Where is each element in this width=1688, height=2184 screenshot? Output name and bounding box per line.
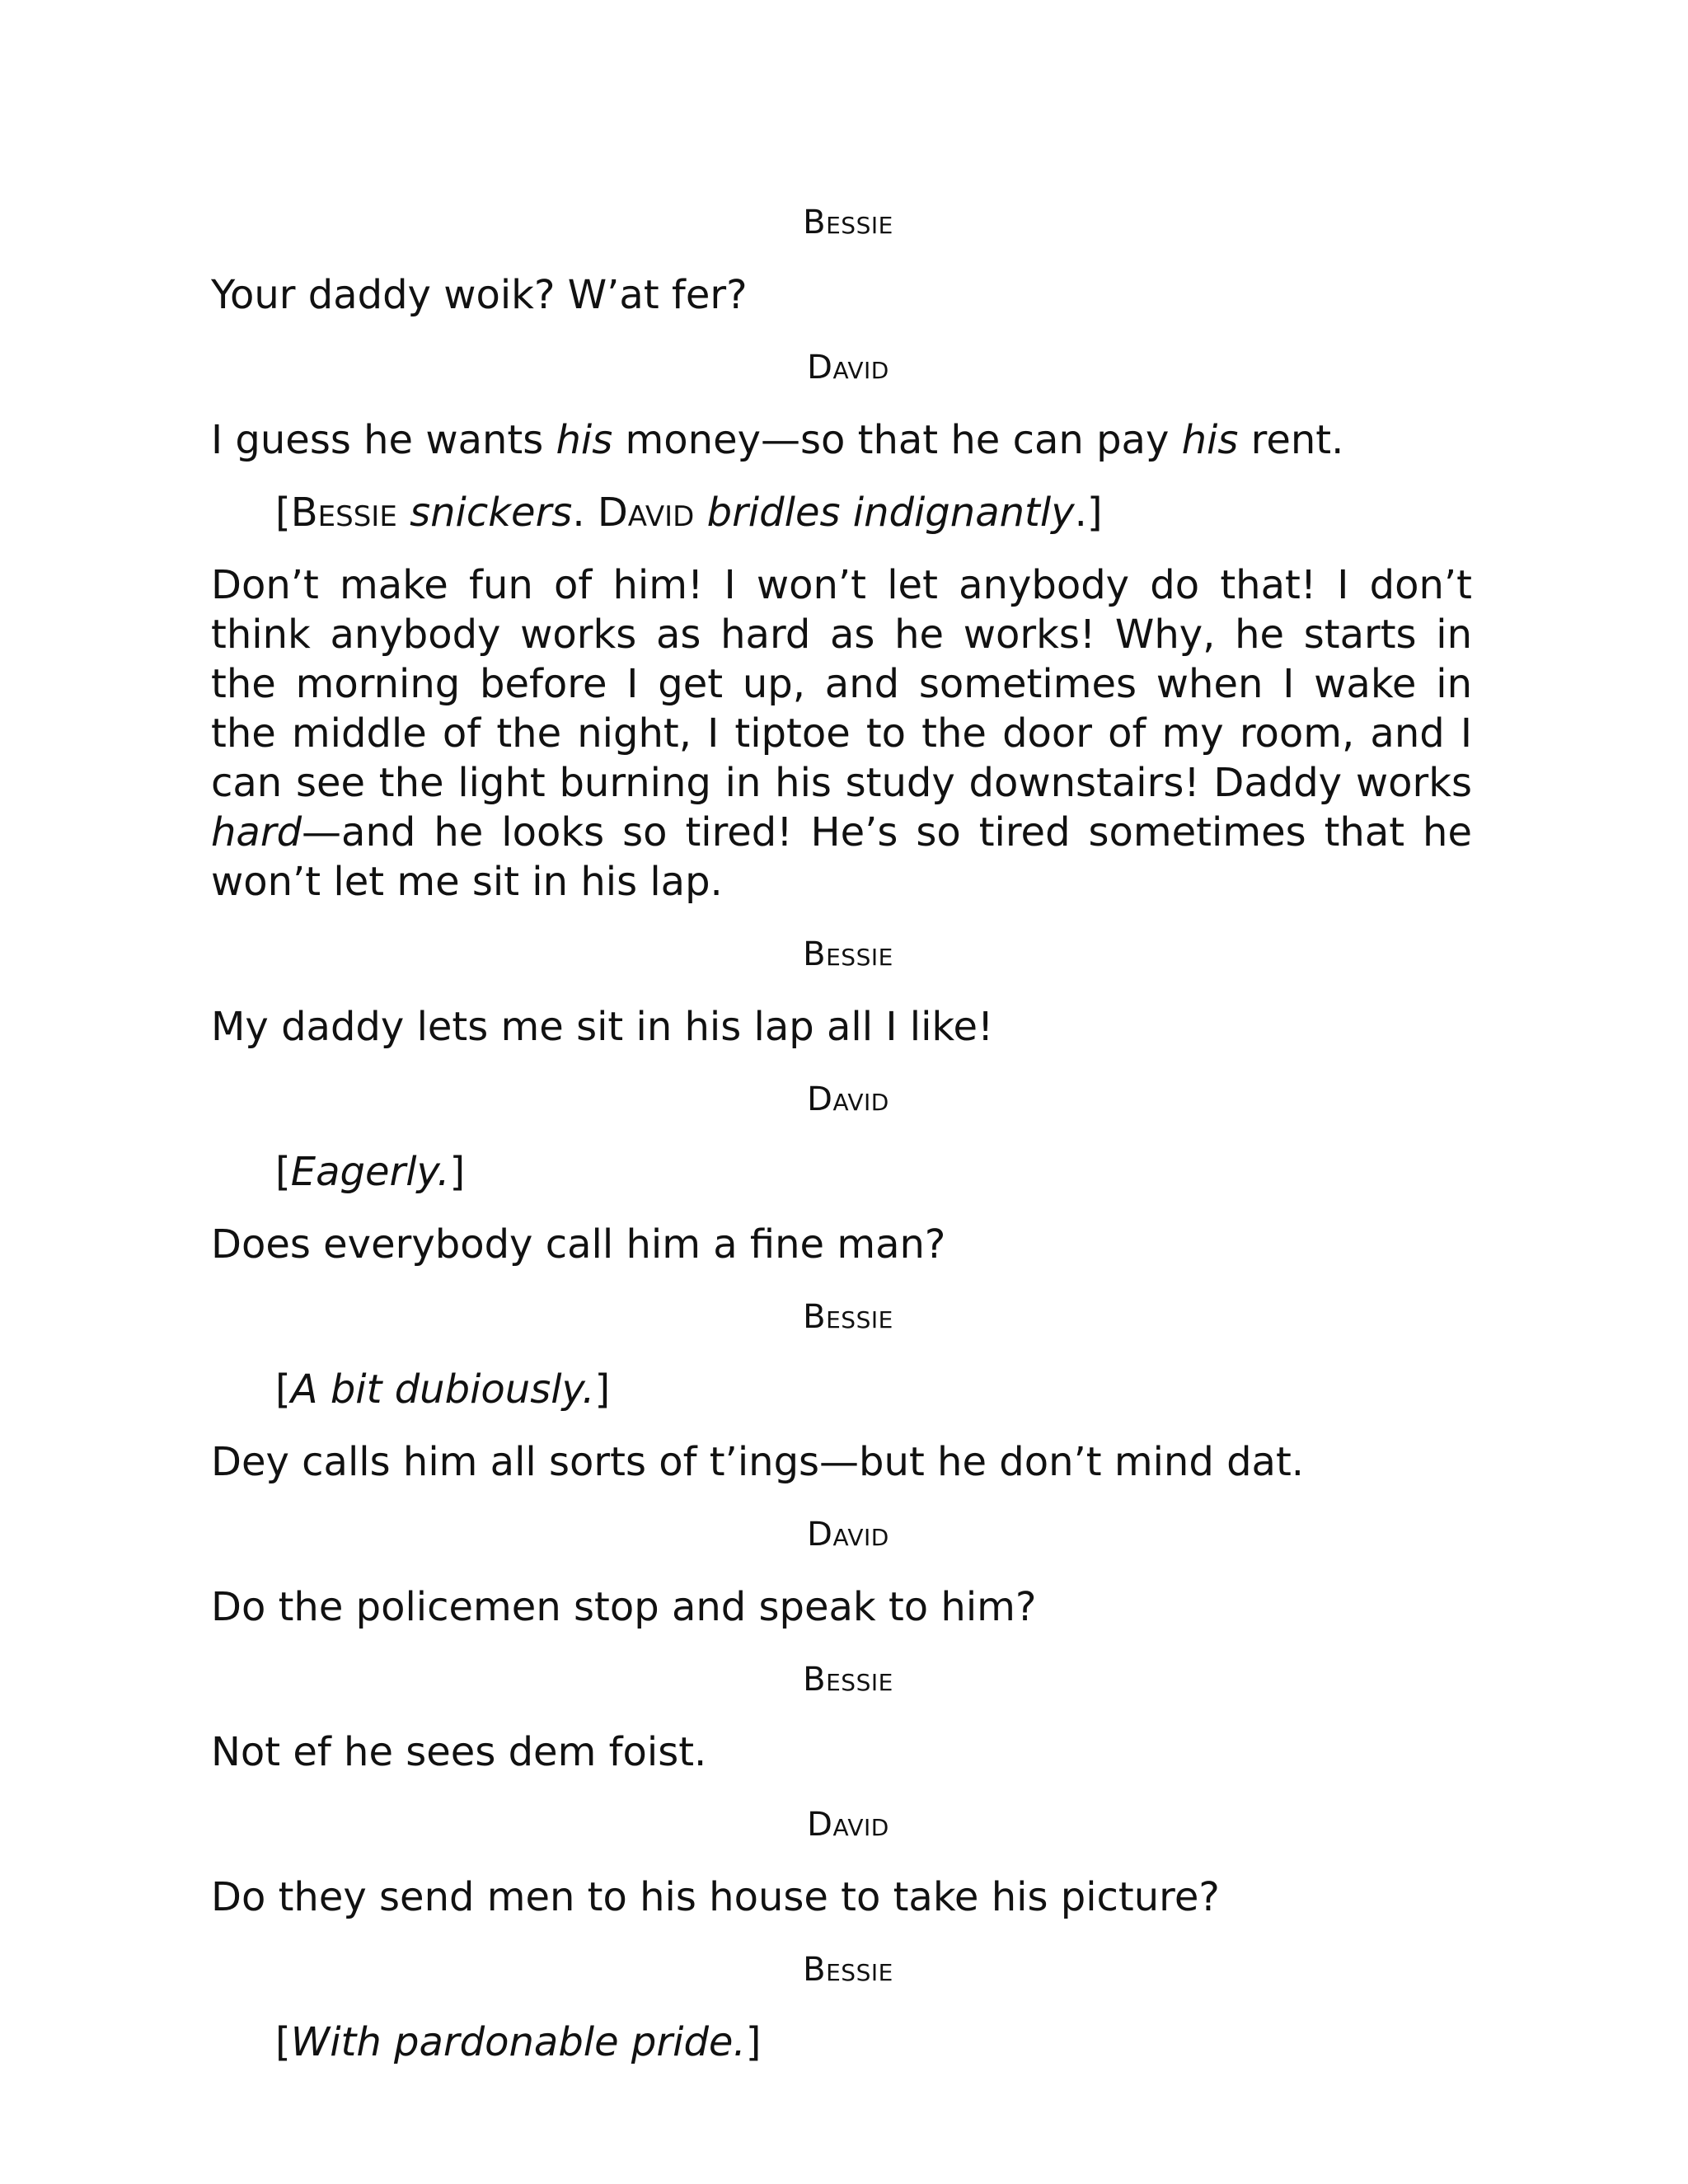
stage-direction: [Eagerly.] [275, 1149, 466, 1195]
dialogue-line: Your daddy woik? W’at fer? [211, 272, 748, 318]
speaker-name: Bessie [803, 1951, 893, 1989]
dialogue-body [211, 198, 1472, 2090]
dialogue-paragraph: Don’t make fun of him! I won’t let anybody do that! I don’t think anybody works as hard as he works! Why, he starts in the morning before I get up, and sometimes when I wake in the middle of the night, I tiptoe to the door of my room, and I can see the light burning in his study downstairs! Daddy works hard—and he looks so tired! He’s so tired sometimes that he won’t let me sit in his lap. [211, 562, 1472, 905]
speaker-name: Bessie [803, 1298, 893, 1336]
speaker-name: Bessie [803, 1661, 893, 1699]
speaker-name: David [807, 349, 889, 387]
stage-direction: [With pardonable pride.] [275, 2019, 762, 2065]
stage-direction: [Bessie snickers. David bridles indignantly.] [275, 490, 1103, 536]
dialogue-line: Not ef he sees dem foist. [211, 1729, 707, 1775]
speaker-name: Bessie [803, 204, 893, 241]
dialogue-line: I guess he wants his money—so that he can pay his rent. [211, 417, 1344, 463]
stage-direction: [A bit dubiously.] [275, 1366, 611, 1413]
dialogue-line: Does everybody call him a fine man? [211, 1221, 946, 1268]
speaker-name: Bessie [803, 935, 893, 973]
dialogue-line: Do they send men to his house to take his picture? [211, 1874, 1220, 1920]
speaker-name: David [807, 1806, 889, 1844]
dialogue-line: Dey calls him all sorts of t’ings—but he don’t mind dat. [211, 1439, 1305, 1485]
dialogue-line: My daddy lets me sit in his lap all I like! [211, 1004, 994, 1050]
speaker-name: David [807, 1516, 889, 1554]
speaker-name: David [807, 1080, 889, 1118]
dialogue-line: Do the policemen stop and speak to him? [211, 1584, 1037, 1630]
